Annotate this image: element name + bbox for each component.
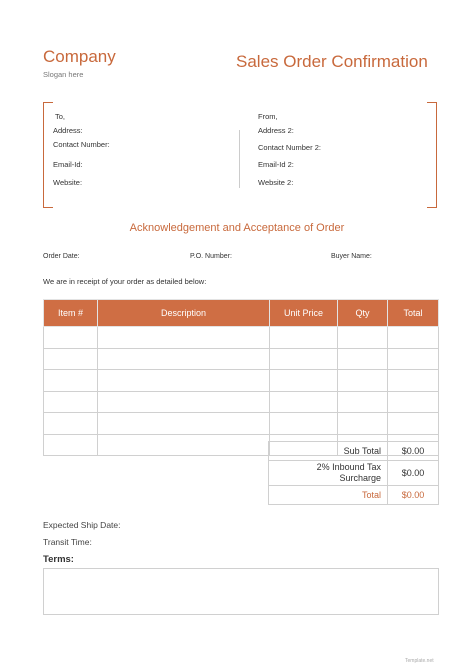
from-label: From, [258, 112, 278, 121]
transit-time-label: Transit Time: [43, 537, 92, 547]
unit-price-header: Unit Price [270, 300, 338, 327]
item-cell[interactable] [44, 370, 98, 392]
item-cell[interactable] [44, 413, 98, 435]
subtotal-row [269, 442, 439, 461]
total-value: $0.00 [388, 486, 439, 505]
terms-label: Terms: [43, 554, 74, 565]
qty-cell[interactable] [338, 348, 388, 370]
subtotal-value: $0.00 [388, 442, 439, 461]
qty-cell[interactable] [338, 413, 388, 435]
address-divider [239, 130, 240, 188]
unit-price-cell[interactable] [270, 413, 338, 435]
table-row [44, 327, 439, 349]
tax-label: 2% Inbound Tax Surcharge [269, 461, 388, 486]
table-row [44, 348, 439, 370]
items-table [43, 299, 439, 456]
description-cell[interactable] [98, 434, 270, 456]
description-header: Description [98, 300, 270, 327]
table-row [44, 370, 439, 392]
total-cell[interactable] [388, 327, 439, 349]
slogan: Slogan here [43, 70, 84, 79]
to-contact-label: Contact Number: [53, 140, 110, 149]
tax-row [269, 461, 439, 486]
table-row [44, 391, 439, 413]
address-box [43, 102, 437, 208]
description-cell[interactable] [98, 370, 270, 392]
total-row [269, 486, 439, 505]
unit-price-cell[interactable] [270, 370, 338, 392]
tax-value: $0.00 [388, 461, 439, 486]
terms-field[interactable] [43, 568, 439, 615]
description-cell[interactable] [98, 391, 270, 413]
to-address-label: Address: [53, 126, 83, 135]
acknowledgement-title: Acknowledgement and Acceptance of Order [129, 222, 345, 234]
from-website-label: Website 2: [258, 178, 294, 187]
to-label: To, [55, 112, 66, 121]
unit-price-cell[interactable] [270, 327, 338, 349]
item-cell[interactable] [44, 391, 98, 413]
from-contact-label: Contact Number 2: [258, 143, 321, 152]
unit-price-cell[interactable] [270, 348, 338, 370]
summary-table [268, 441, 439, 505]
subtotal-label: Sub Total [269, 442, 388, 461]
qty-header: Qty [338, 300, 388, 327]
total-header: Total [388, 300, 439, 327]
to-website-label: Website: [53, 178, 83, 187]
qty-cell[interactable] [338, 370, 388, 392]
item-number-header: Item # [44, 300, 98, 327]
unit-price-cell[interactable] [270, 391, 338, 413]
item-cell[interactable] [44, 348, 98, 370]
from-email-label: Email-Id 2: [258, 160, 294, 169]
buyer-name-label: Buyer Name: [331, 253, 372, 260]
total-cell[interactable] [388, 348, 439, 370]
total-cell[interactable] [388, 391, 439, 413]
total-label: Total [269, 486, 388, 505]
ship-date-label: Expected Ship Date: [43, 520, 121, 530]
item-cell[interactable] [44, 434, 98, 456]
total-cell[interactable] [388, 413, 439, 435]
description-cell[interactable] [98, 348, 270, 370]
po-number-label: P.O. Number: [190, 253, 232, 260]
watermark: Template.net [405, 658, 434, 664]
qty-cell[interactable] [338, 327, 388, 349]
description-cell[interactable] [98, 327, 270, 349]
receipt-text: We are in receipt of your order as detailed below: [43, 277, 207, 286]
total-cell[interactable] [388, 370, 439, 392]
from-address-label: Address 2: [258, 126, 294, 135]
table-row [44, 413, 439, 435]
to-email-label: Email-Id: [53, 160, 83, 169]
table-header-row [44, 300, 439, 327]
order-date-label: Order Date: [43, 253, 80, 260]
qty-cell[interactable] [338, 391, 388, 413]
company-name: Company [43, 47, 116, 66]
description-cell[interactable] [98, 413, 270, 435]
document-title: Sales Order Confirmation [236, 52, 428, 71]
item-cell[interactable] [44, 327, 98, 349]
